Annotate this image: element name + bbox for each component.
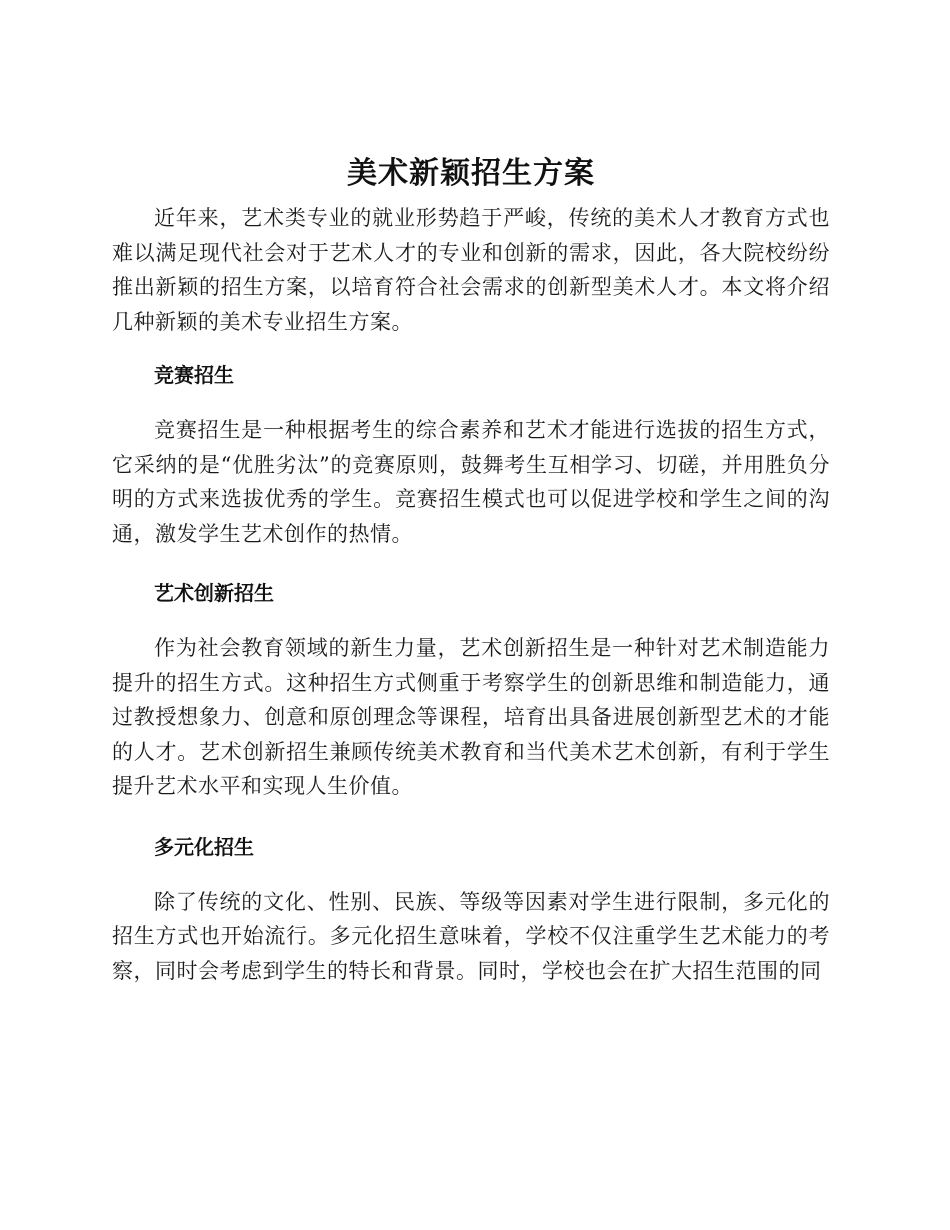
section-heading-competition: 竞赛招生: [154, 363, 234, 387]
section-body-competition: 竞赛招生是一种根据考生的综合素养和艺术才能进行选拔的招生方式，它采纳的是“优胜劣汰”的竞赛原则，鼓舞考生互相学习、切磋，并用胜负分明的方式来选拔优秀的学生。竞赛招生模式也可以促进学校和学生之间的沟通，激发学生艺术创作的热情。: [112, 418, 830, 546]
section-heading-art-innovation: 艺术创新招生: [154, 581, 274, 605]
section-body-art-innovation: 作为社会教育领域的新生力量，艺术创新招生是一种针对艺术制造能力提升的招生方式。这种招生方式侧重于考察学生的创新思维和制造能力，通过教授想象力、创意和原创理念等课程，培育出具备进展创新型艺术的才能的人才。艺术创新招生兼顾传统美术教育和当代美术艺术创新，有利于学生提升艺术水平和实现人生价值。: [112, 636, 830, 798]
intro-paragraph: 近年来，艺术类专业的就业形势趋于严峻，传统的美术人才教育方式也难以满足现代社会对于艺术人才的专业和创新的需求，因此，各大院校纷纷推出新颖的招生方案，以培育符合社会需求的创新型美术人才。本文将介绍几种新颖的美术专业招生方案。: [112, 206, 830, 334]
document-page: [112, 150, 830, 988]
document-title: 美术新颖招生方案: [347, 156, 595, 191]
section-body-diversified: 除了传统的文化、性别、民族、等级等因素对学生进行限制，多元化的招生方式也开始流行。多元化招生意味着，学校不仅注重学生艺术能力的考察，同时会考虑到学生的特长和背景。同时，学校也会在扩大招生范围的同: [112, 889, 830, 983]
section-heading-diversified: 多元化招生: [154, 834, 254, 859]
